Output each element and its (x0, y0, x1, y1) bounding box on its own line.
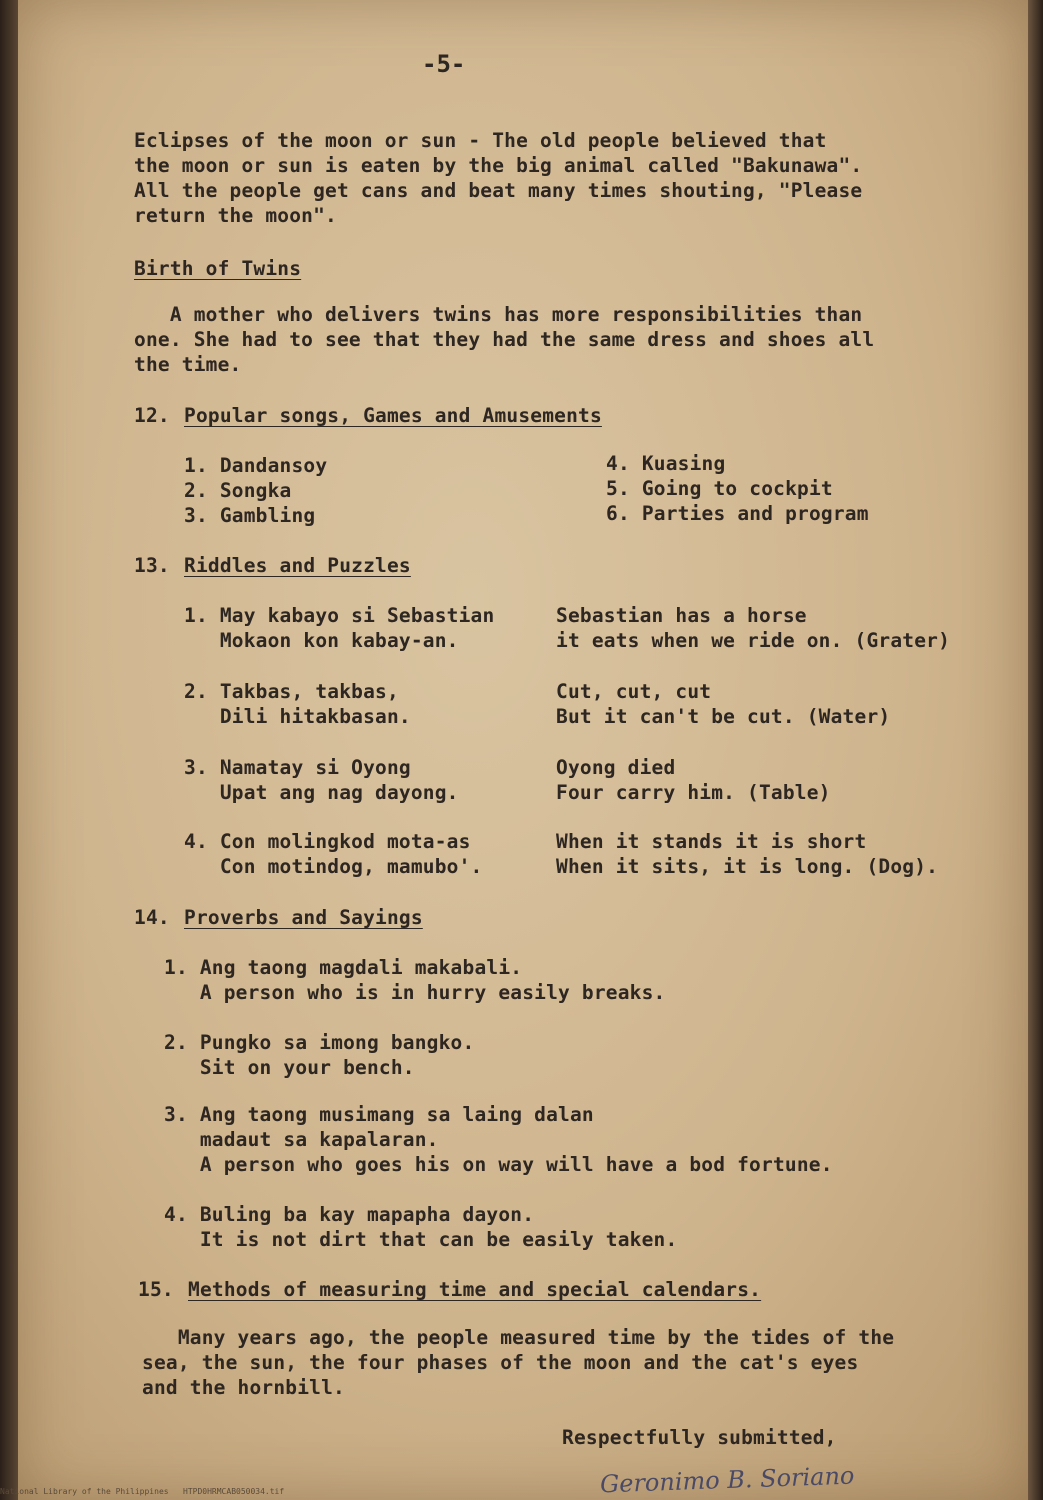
footer-credit: National Library of the Philippines HTPD0HRMCAB050034.tif (0, 1487, 285, 1496)
eclipse-line-1: Eclipses of the moon or sun - The old people believed that (134, 129, 827, 152)
signature: Geronimo B. Soriano (599, 1461, 855, 1499)
proverb-2-line-2: Sit on your bench. (164, 1056, 415, 1079)
proverbs-number: 14. (134, 906, 170, 929)
methods-number: 15. (138, 1278, 174, 1301)
methods-line-1: Many years ago, the people measured time by the tides of the (142, 1326, 895, 1349)
riddle-1-english-1: Sebastian has a horse (556, 604, 807, 627)
riddle-4-english-2: When it sits, it is long. (Dog). (556, 855, 939, 878)
riddle-4-native-2: Con motindog, mamubo'. (184, 855, 483, 878)
proverbs-heading: Proverbs and Sayings (184, 906, 423, 929)
eclipse-line-4: return the moon". (134, 204, 337, 227)
eclipse-line-2: the moon or sun is eaten by the big animal called "Bakunawa". (134, 154, 863, 177)
riddle-2-native-1: 2. Takbas, takbas, (184, 680, 399, 703)
proverb-3-line-2: madaut sa kapalaran. (164, 1128, 439, 1151)
riddle-2-native-2: Dili hitakbasan. (184, 705, 411, 728)
proverb-2-line-1: 2. Pungko sa imong bangko. (164, 1031, 475, 1054)
riddle-1-native-1: 1. May kabayo si Sebastian (184, 604, 495, 627)
songs-item-6: 6. Parties and program (606, 502, 869, 525)
riddle-3-english-2: Four carry him. (Table) (556, 781, 831, 804)
proverb-4-line-1: 4. Buling ba kay mapapha dayon. (164, 1203, 535, 1226)
riddles-heading: Riddles and Puzzles (184, 554, 411, 577)
proverb-3-line-1: 3. Ang taong musimang sa laing dalan (164, 1103, 594, 1126)
twins-line-1: A mother who delivers twins has more responsibilities than (134, 303, 863, 326)
twins-heading: Birth of Twins (134, 257, 302, 280)
proverb-4-line-2: It is not dirt that can be easily taken. (164, 1228, 678, 1251)
riddle-4-native-1: 4. Con molingkod mota-as (184, 830, 471, 853)
page-edge-right (1028, 0, 1043, 1500)
songs-item-2: 2. Songka (184, 479, 292, 502)
riddle-3-english-1: Oyong died (556, 756, 676, 779)
songs-item-4: 4. Kuasing (606, 452, 726, 475)
riddle-2-english-1: Cut, cut, cut (556, 680, 712, 703)
riddle-1-english-2: it eats when we ride on. (Grater) (556, 629, 951, 652)
page-number: -5- (422, 50, 466, 78)
songs-item-1: 1. Dandansoy (184, 454, 328, 477)
methods-heading: Methods of measuring time and special calendars. (188, 1278, 762, 1301)
document-page (18, 0, 1028, 1500)
eclipse-line-3: All the people get cans and beat many times shouting, "Please (134, 179, 863, 202)
methods-line-2: sea, the sun, the four phases of the moon and the cat's eyes (142, 1351, 859, 1374)
proverb-1-line-1: 1. Ang taong magdali makabali. (164, 956, 523, 979)
songs-item-3: 3. Gambling (184, 504, 316, 527)
riddle-3-native-2: Upat ang nag dayong. (184, 781, 459, 804)
riddles-number: 13. (134, 554, 170, 577)
proverb-3-line-3: A person who goes his on way will have a bod fortune. (164, 1153, 833, 1176)
riddle-1-native-2: Mokaon kon kabay-an. (184, 629, 459, 652)
twins-line-2: one. She had to see that they had the same dress and shoes all (134, 328, 875, 351)
riddle-2-english-2: But it can't be cut. (Water) (556, 705, 891, 728)
twins-line-3: the time. (134, 353, 242, 376)
songs-heading: Popular songs, Games and Amusements (184, 404, 602, 427)
closing-text: Respectfully submitted, (562, 1426, 837, 1449)
songs-number: 12. (134, 404, 170, 427)
riddle-4-english-1: When it stands it is short (556, 830, 867, 853)
riddle-3-native-1: 3. Namatay si Oyong (184, 756, 411, 779)
songs-item-5: 5. Going to cockpit (606, 477, 833, 500)
page-edge-left (0, 0, 18, 1500)
methods-line-3: and the hornbill. (142, 1376, 345, 1399)
proverb-1-line-2: A person who is in hurry easily breaks. (164, 981, 666, 1004)
